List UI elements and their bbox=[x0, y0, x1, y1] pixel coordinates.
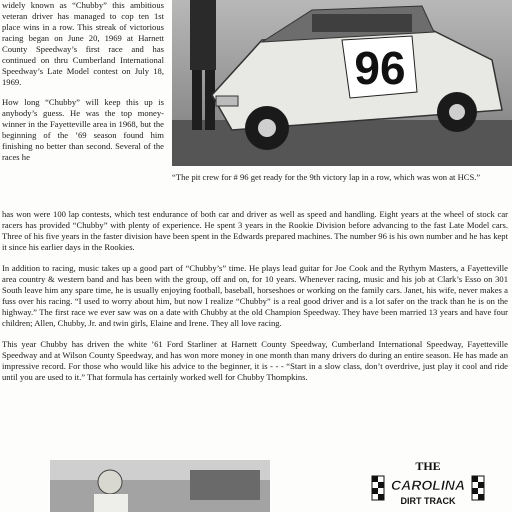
driver-shirt bbox=[94, 494, 128, 512]
car-window bbox=[312, 14, 412, 32]
driver-photo bbox=[50, 460, 270, 512]
article-body bbox=[2, 209, 508, 393]
race-car-illustration bbox=[172, 0, 512, 166]
checkered-flag-right-icon bbox=[472, 476, 484, 500]
crew-member-leg bbox=[205, 70, 215, 130]
crew-member-torso bbox=[190, 0, 216, 70]
race-car-photo bbox=[172, 0, 512, 166]
logo-line-3: DIRT TRACK bbox=[400, 496, 456, 506]
body-paragraph-3: This year Chubby has driven the white ’61 Ford Starliner at Harnett County Speedway, Cumberland International Speedway, Fayetteville Speedway and at Wilson County Speedway, and has won more money in one month than many drivers do during an entire season. He has made an impressive record. For those who would like his advice to the beginner, it is - - - “Start in a slow class, don’t overdrive, just play it cool and ride until you are used to it.” That formula has certainly worked well for Chubby Thompkins. bbox=[2, 339, 508, 382]
carolina-dirt-track-logo bbox=[368, 458, 488, 512]
logo-line-2: CAROLINA bbox=[391, 477, 465, 493]
car-number: 96 bbox=[354, 42, 406, 94]
driver-photo-illustration bbox=[50, 460, 270, 512]
crew-member-leg bbox=[192, 70, 202, 130]
background-vehicle bbox=[190, 470, 260, 500]
driver-head bbox=[98, 470, 122, 494]
front-hubcap bbox=[258, 119, 276, 137]
body-paragraph-2: In addition to racing, music takes up a good part of “Chubby’s” time. He plays lead guitar for Joe Cook and the Rythym Masters, a Fayetteville area country & western band and has been with the group, off and on, for 10 years. Whenever racing, music and his job at Clark’s Esso on 301 South leave him any spare time, he is usually enjoying football, baseball, horseshoes or working on the family cars. Janet, his wife, never makes a fuss over his racing. “I used to worry about him, but now I realize “Chubby” is a real good driver and is a lot safer on the track than he is on the highway.” The first race we ever saw was on a date with Chubby at the old Champion Speedway. They have been married 13 years and have four children; Allen, Chubby, Jr. and twin girls, Elaine and Irene. They all love racing. bbox=[2, 263, 508, 328]
intro-paragraph-1: widely known as “Chubby” this ambitious veteran driver has managed to cop ten 1st place wins in a row. This streak of victorious racing began on June 20, 1969 at Harnett County Speedway’s first race and has continued on thru Cumberland International Speedway’s Late Model contest on July 18, 1969. bbox=[2, 0, 164, 87]
checkered-flag-left-icon bbox=[372, 476, 384, 500]
intro-column bbox=[2, 0, 164, 172]
rear-hubcap bbox=[449, 104, 465, 120]
intro-paragraph-2: How long “Chubby” will keep this up is anybody’s guess. He was the top money-winner in the Fayetteville area in 1968, but the beginning of the ’69 season found him finishing no better than second. Several of the races he bbox=[2, 97, 164, 162]
body-paragraph-1: has won were 100 lap contests, which test endurance of both car and driver as well as speed and handling. Eight years at the wheel of stock car racers has provided “Chubby” with plenty of experience. He spent 3 years in the Rookie Division before advancing to the fast Late Model cars. Three of his five years in the faster division have been spent in the Edwards prepared machines. The number 96 is his own number and he has kept it since his earlier days in the Rookies. bbox=[2, 209, 508, 252]
photo-caption: “The pit crew for # 96 get ready for the 9th victory lap in a row, which was won at HCS.” bbox=[172, 172, 481, 182]
headlight bbox=[216, 96, 238, 106]
logo-artwork bbox=[368, 458, 488, 512]
logo-line-1: THE bbox=[415, 459, 441, 473]
